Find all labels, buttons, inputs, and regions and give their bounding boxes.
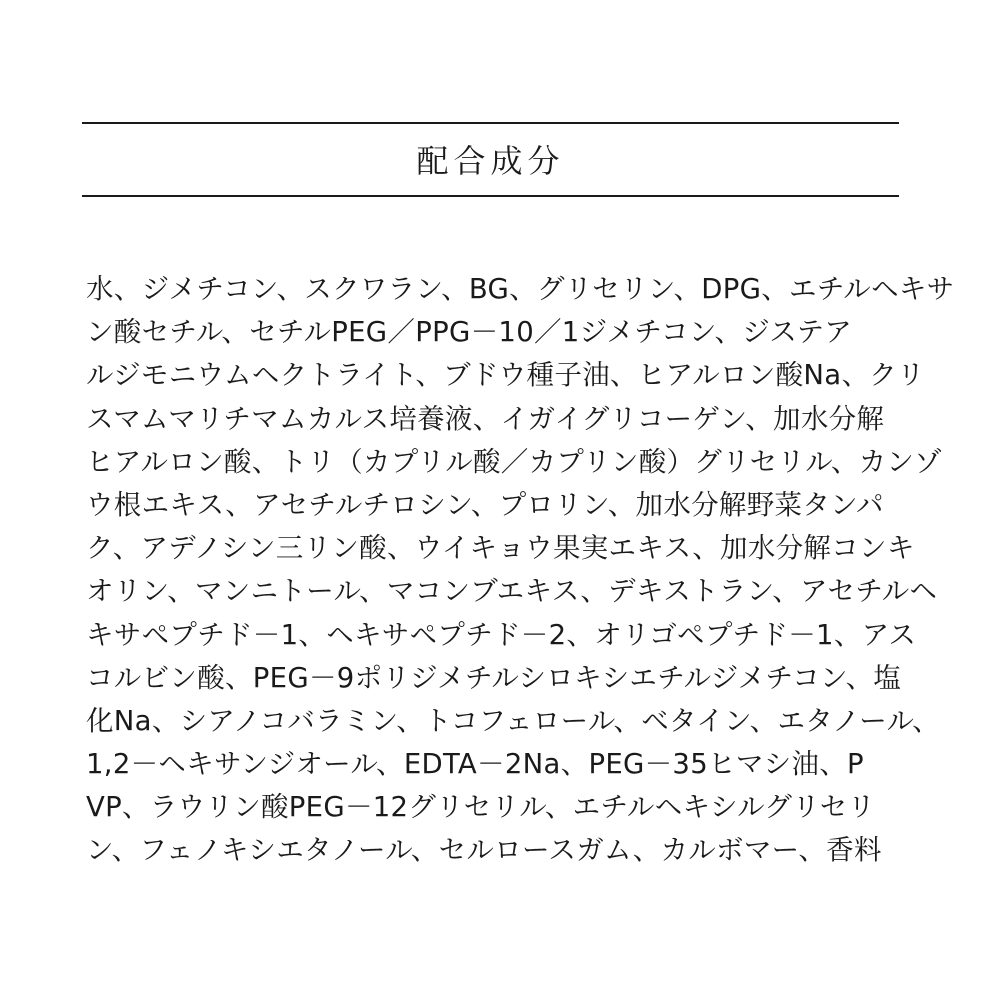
ingredients-line: VP、ラウリン酸PEG－12グリセリル、エチルヘキシルグリセリ [86, 791, 876, 824]
bottom-divider [82, 195, 899, 197]
ingredients-list [86, 268, 955, 873]
ingredients-line: ウ根エキス、アセチルチロシン、プロリン、加水分解野菜タンパ [86, 488, 884, 521]
ingredients-line: コルビン酸、PEG－9ポリジメチルシロキシエチルジメチコン、塩 [86, 661, 902, 694]
ingredients-line: 化Na、シアノコバラミン、トコフェロール、ベタイン、エタノール、 [86, 704, 940, 737]
section-title: 配合成分 [416, 142, 565, 180]
ingredients-line: ヒアルロン酸、トリ（カプリル酸／カプリン酸）グリセリル、カンゾ [86, 445, 943, 478]
ingredients-line: ン酸セチル、セチルPEG／PPG－10／1ジメチコン、ジステア [86, 316, 853, 349]
ingredients-line: キサペプチド－1、ヘキサペプチド－2、オリゴペプチド－1、アス [86, 618, 917, 651]
ingredients-line: 水、ジメチコン、スクワラン、BG、グリセリン、DPG、エチルヘキサ [86, 273, 955, 305]
ingredients-line: 1,2－ヘキサンジオール、EDTA－2Na、PEG－35ヒマシ油、P [86, 748, 864, 781]
ingredients-line: ン、フェノキシエタノール、セルロースガム、カルボマー、香料 [86, 834, 882, 867]
ingredients-line: オリン、マンニトール、マコンブエキス、デキストラン、アセチルヘ [86, 575, 938, 608]
ingredients-line: ルジモニウムヘクトライト、ブドウ種子油、ヒアルロン酸Na、クリ [86, 359, 925, 392]
ingredients-line: ク、アデノシン三リン酸、ウイキョウ果実エキス、加水分解コンキ [86, 532, 915, 565]
ingredients-line: スマムマリチマムカルス培養液、イガイグリコーゲン、加水分解 [86, 402, 885, 435]
top-divider [82, 122, 899, 124]
